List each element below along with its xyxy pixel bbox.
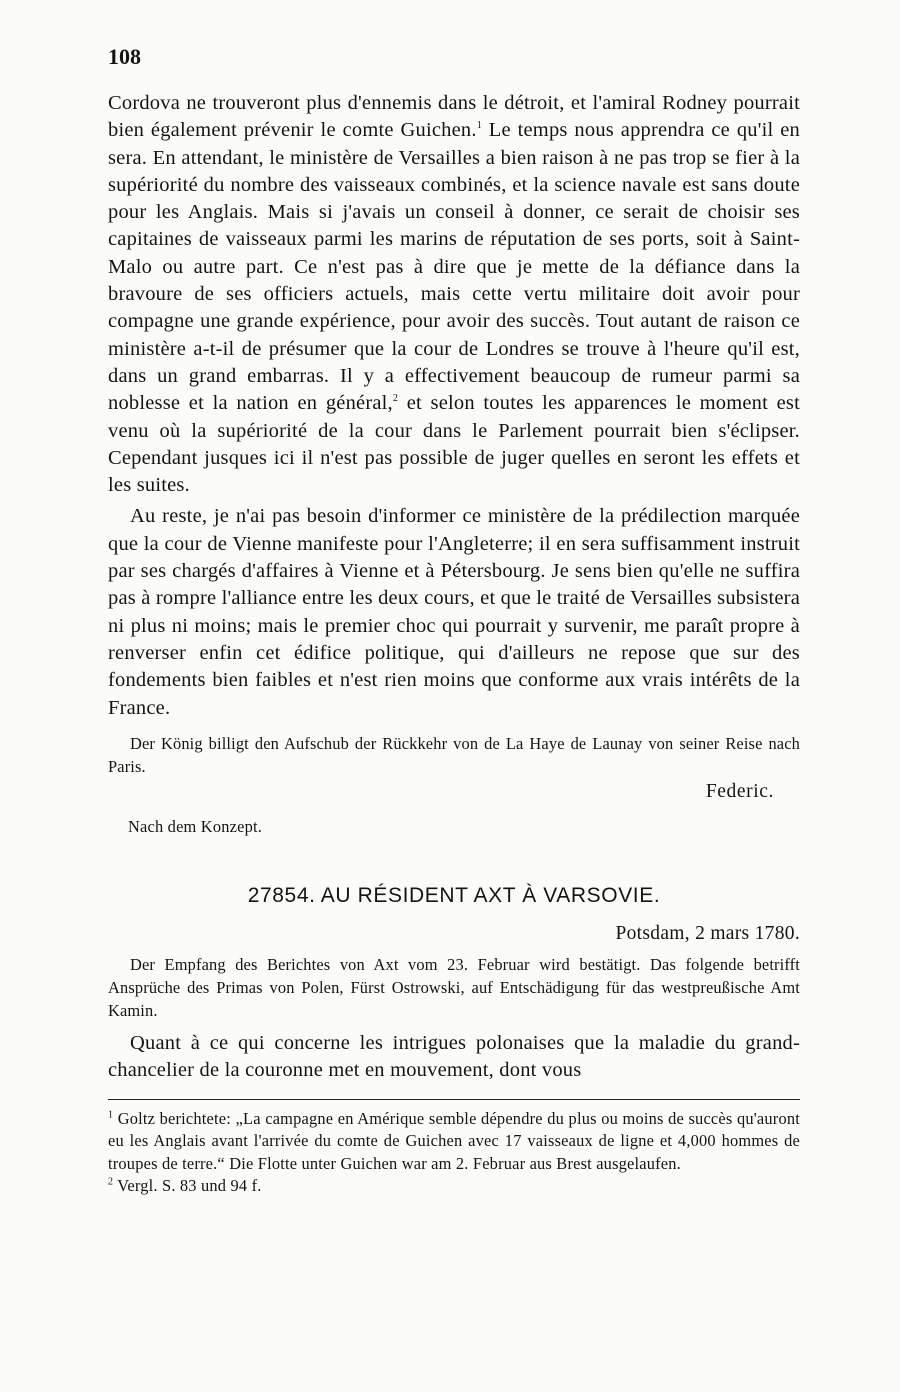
footnote-2-mark: 2 [108, 1176, 114, 1188]
page-body [108, 90, 800, 1198]
summary-1-block [108, 732, 800, 778]
footnote-2 [108, 1175, 800, 1198]
footnote-1-mark: 1 [108, 1109, 114, 1121]
signature: Federic. [705, 780, 774, 802]
summary-2-block [108, 953, 800, 1022]
footnote-ref-1: 1 [476, 120, 482, 132]
footnote-ref-2: 2 [392, 393, 399, 405]
paragraph-2: Au reste, je n'ai pas besoin d'informer ce ministère de la prédilection marquée que la cour de Vienne manifeste pour l'Angleterre; il en sera suffisamment instruit par ses chargés d'affaires à Vienne et à Pétersbourg. Je sens bien qu'elle ne suffira pas à rompre l'alliance entre les deux cours, et que le traité de Versailles subsistera ni plus ni moins; mais le premier choc qui pourrait y survenir, me paraît propre à renverser enfin cet édifice politique, qui d'ailleurs ne repose que sur des fondements bien faibles et n'est rien moins que conforme aux vrais intérêts de la France. [108, 505, 800, 719]
footnote-divider [108, 1099, 800, 1100]
footnotes [108, 1108, 800, 1198]
paragraph-1-part-c: et selon toutes les apparences le moment est venu où la supériorité de la cour dans le Parlement pourrait bien s'éclipser. Cependant jusques ici il n'est pas possible de juger quelles en seront les effets et les suites. [108, 392, 800, 497]
paragraph-1 [108, 90, 800, 499]
page-number: 108 [108, 44, 141, 69]
summary-1: Der König billigt den Aufschub der Rückkehr von de La Haye de Launay von seiner Reise nach Paris. [108, 733, 800, 776]
dateline: Potsdam, 2 mars 1780. [615, 922, 800, 944]
paragraph-1-part-b: Le temps nous apprendra ce qu'il en sera. En attendant, le ministère de Versailles a bien raison à ne pas trop se fier à la supériorité du nombre des vaisseaux combinés, et la science navale est sans doute pour les Anglais. Mais si j'avais un conseil à donner, ce serait de choisir ses capitaines de vaisseaux parmi les marins de réputation de ses ports, soit à Saint-Malo ou autre part. Ce n'est pas à dire que je mette de la défiance dans la bravoure de ses officiers actuels, mais cette vertu militaire doit avoir pour compagne une grande expérience, pour avoir des succès. Tout autant de raison ce ministère a-t-il de présumer que la cour de Londres se trouve à l'heure qu'il est, dans un grand embarras. Il y a effectivement beaucoup de rumeur parmi sa noblesse et la nation en général, [108, 119, 800, 415]
source-note: Nach dem Konzept. [128, 817, 263, 837]
paragraph-1-part-a: Cordova ne trouveront plus d'ennemis dans le détroit, et l'amiral Rodney pourrait bien également prévenir le comte Guichen. [108, 92, 800, 142]
summary-2: Der Empfang des Berichtes von Axt vom 23. Februar wird bestätigt. Das folgende betrifft Ansprüche des Primas von Polen, Fürst Ostrowski, auf Entschädigung für das westpreußische Amt Kamin. [108, 955, 800, 1021]
letter-heading: 27854. AU RÉSIDENT AXT À VARSOVIE. [247, 884, 661, 908]
paragraph-3: Quant à ce qui concerne les intrigues polonaises que la maladie du grand-chancelier de la couronne met en mouvement, dont vous [108, 1032, 800, 1082]
footnote-1-text: Goltz berichtete: „La campagne en Amérique semble dépendre du plus ou moins de succès qu'auront eu les Anglais avant l'arrivée du comte de Guichen avec 17 vaisseaux de ligne et 4,000 hommes de troupes de terre.“ Die Flotte unter Guichen war am 2. Februar aus Brest ausgelaufen. [108, 1108, 800, 1173]
footnote-2-text: Vergl. S. 83 und 94 f. [113, 1176, 262, 1196]
footnote-1 [108, 1108, 800, 1176]
